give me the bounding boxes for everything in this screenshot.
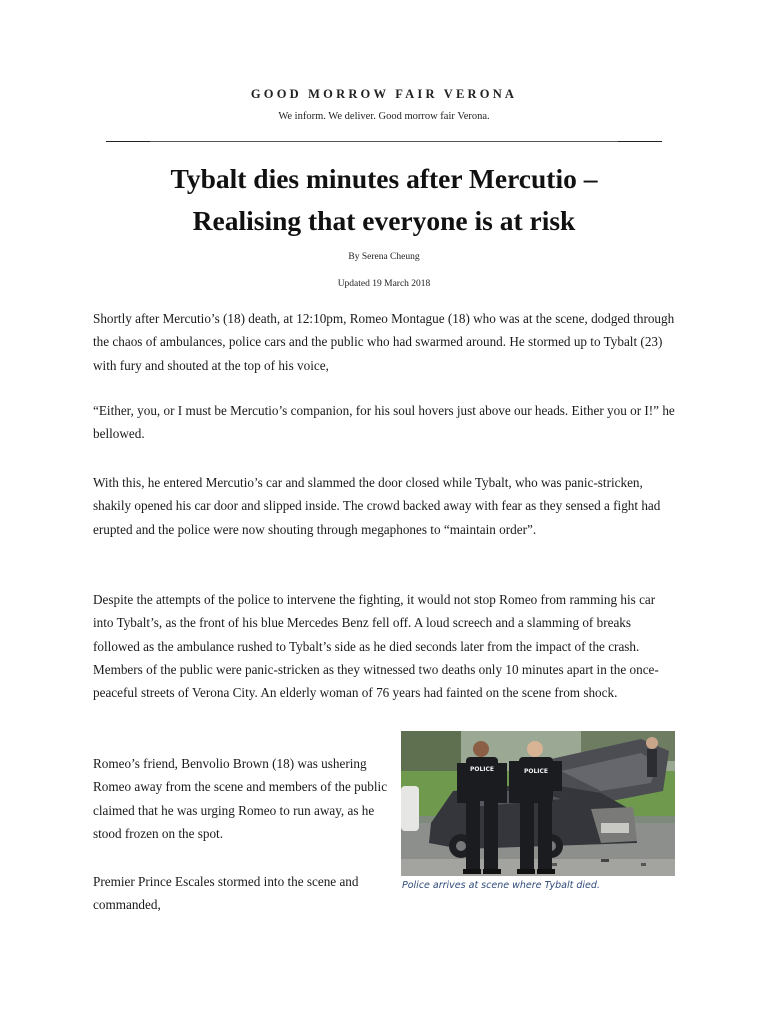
byline: By Serena Cheung: [348, 252, 420, 262]
photo-caption: Police arrives at scene where Tybalt died.: [402, 880, 600, 891]
paragraph-3: With this, he entered Mercutio’s car and slammed the door closed while Tybalt, who was panic-stricken, shakily opened his car door and slipped inside. The crowd backed away with fear as they sensed a fight had erupted and the police were now shouting through megaphones to “maintain order”.: [93, 475, 661, 537]
masthead-tagline: We inform. We deliver. Good morrow fair Verona.: [278, 111, 490, 122]
paragraph-2: “Either, you, or I must be Mercutio’s companion, for his soul hovers just above our heads. Either you or I!” he bellowed.: [93, 403, 675, 442]
police-label-2: POLICE: [523, 768, 549, 775]
paragraph-6: Premier Prince Escales stormed into the scene and commanded,: [93, 874, 359, 913]
crash-scene-illustration: [401, 731, 675, 876]
paragraph-4: Despite the attempts of the police to intervene the fighting, it would not stop Romeo from ramming his car into Tybalt’s, as the front of his blue Mercedes Benz fell off. A loud screech and a slamming of breaks followed as the ambulance rushed to Tybalt’s side as he died seconds later from the impact of the crash. Members of the public were panic-stricken as they witnessed two deaths only 10 minutes apart in the once-peaceful streets of Verona City. An elderly woman of 76 years had fainted on the scene from shock.: [93, 592, 659, 701]
headline-line-1: Tybalt dies minutes after Mercutio –: [170, 163, 598, 194]
updated-date: Updated 19 March 2018: [337, 279, 431, 289]
masthead-title: GOOD MORROW FAIR VERONA: [250, 87, 518, 101]
paragraph-1: Shortly after Mercutio’s (18) death, at 12:10pm, Romeo Montague (18) who was at the scene, dodged through the chaos of ambulances, police cars and the public who had swarmed around. He stormed up to Tybalt (23) with fury and shouted at the top of his voice,: [93, 311, 675, 373]
crash-scene-photo: [401, 731, 675, 876]
headline: [80, 158, 688, 242]
headline-line-2: Realising that everyone is at risk: [192, 205, 576, 236]
police-label-1: POLICE: [469, 766, 495, 773]
paragraph-5: Romeo’s friend, Benvolio Brown (18) was ushering Romeo away from the scene and members of the public claimed that he was urging Romeo to run away, as he stood frozen on the spot.: [93, 756, 388, 841]
masthead-divider: [106, 141, 662, 142]
